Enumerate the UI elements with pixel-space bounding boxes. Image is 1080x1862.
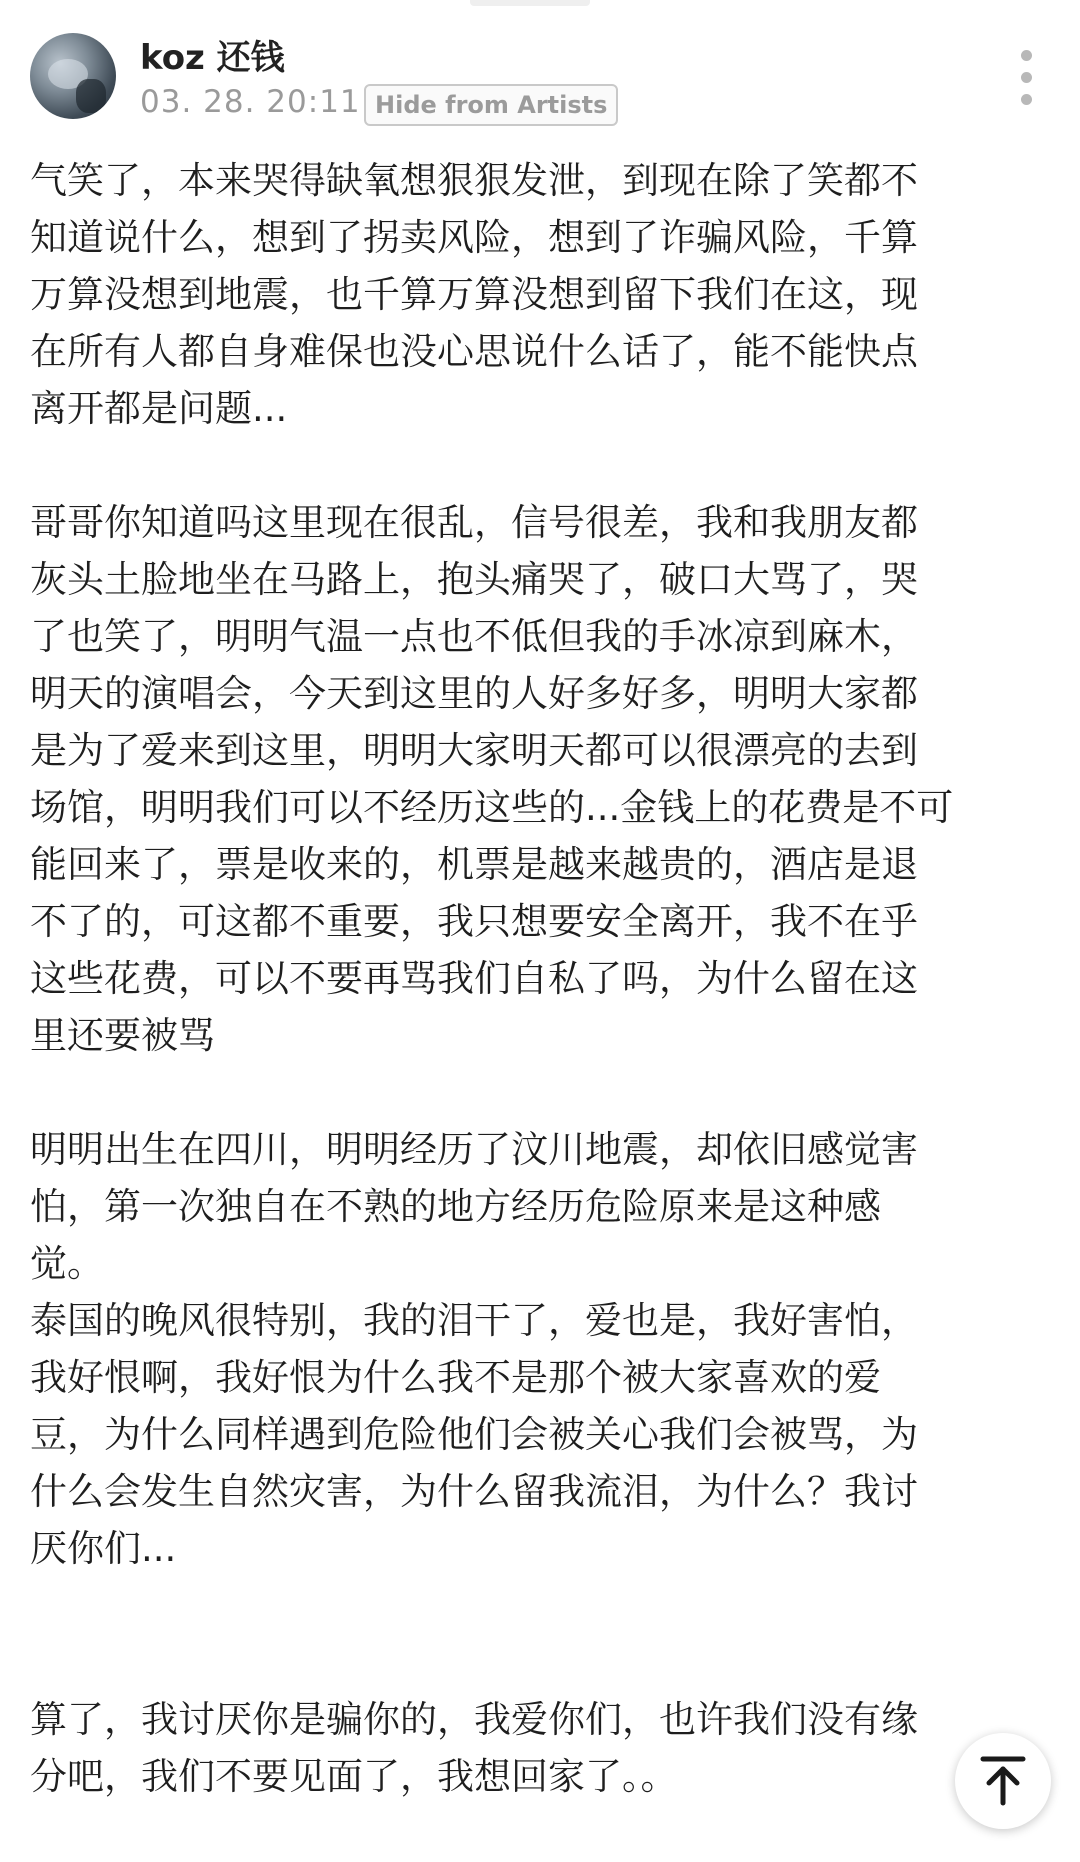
text-line: 万算没想到地震，也千算万算没想到留下我们在这，现	[30, 273, 918, 316]
avatar[interactable]	[30, 33, 116, 119]
more-vertical-icon[interactable]	[1012, 50, 1042, 106]
text-line: 了也笑了，明明气温一点也不低但我的手冰凉到麻木，	[30, 615, 918, 658]
text-line: 灰头土脸地坐在马路上，抱头痛哭了，破口大骂了，哭	[30, 558, 918, 601]
text-line: 知道说什么，想到了拐卖风险，想到了诈骗风险，千算	[30, 216, 918, 259]
text-line: 什么会发生自然灾害，为什么留我流泪，为什么？我讨	[30, 1470, 918, 1513]
post-timestamp: 03. 28. 20:11	[140, 84, 361, 120]
paragraph-gap	[30, 437, 1040, 494]
text-line: 里还要被骂	[30, 1014, 215, 1057]
paragraph-2	[30, 494, 1040, 1064]
scroll-to-top-button[interactable]	[955, 1733, 1051, 1829]
text-line: 觉。	[30, 1242, 104, 1285]
paragraph-gap	[30, 1064, 1040, 1121]
text-line: 我好恨啊，我好恨为什么我不是那个被大家喜欢的爱	[30, 1356, 881, 1399]
text-line: 明天的演唱会，今天到这里的人好多好多，明明大家都	[30, 672, 918, 715]
text-line: 明明出生在四川，明明经历了汶川地震，却依旧感觉害	[30, 1128, 918, 1171]
text-line: 能回来了，票是收来的，机票是越来越贵的，酒店是退	[30, 843, 918, 886]
text-line: 气笑了，本来哭得缺氧想狠狠发泄，到现在除了笑都不	[30, 159, 918, 202]
text-line: 泰国的晚风很特别，我的泪干了，爱也是，我好害怕，	[30, 1299, 918, 1342]
text-line: 在所有人都自身难保也没心思说什么话了，能不能快点	[30, 330, 918, 373]
text-line: 离开都是问题...	[30, 387, 288, 430]
text-line: 算了，我讨厌你是骗你的，我爱你们，也许我们没有缘	[30, 1698, 918, 1741]
more-dot	[1021, 72, 1032, 83]
text-line: 厌你们...	[30, 1527, 177, 1570]
text-line: 豆，为什么同样遇到危险他们会被关心我们会被骂，为	[30, 1413, 918, 1456]
text-line: 是为了爱来到这里，明明大家明天都可以很漂亮的去到	[30, 729, 918, 772]
post-body	[30, 152, 1040, 1805]
author-name[interactable]: koz 还钱	[140, 38, 285, 78]
paragraph-3	[30, 1121, 1040, 1577]
text-line: 怕，第一次独自在不熟的地方经历危险原来是这种感	[30, 1185, 881, 1228]
paragraph-gap	[30, 1577, 1040, 1691]
text-line: 不了的，可这都不重要，我只想要安全离开，我不在乎	[30, 900, 918, 943]
paragraph-4	[30, 1691, 1040, 1805]
hide-from-artists-button[interactable]: Hide from Artists	[364, 84, 618, 126]
more-dot	[1021, 94, 1032, 105]
text-line: 哥哥你知道吗这里现在很乱，信号很差，我和我朋友都	[30, 501, 918, 544]
avatar-shadow	[76, 79, 106, 113]
more-dot	[1021, 50, 1032, 61]
paragraph-1	[30, 152, 1040, 437]
text-line: 这些花费，可以不要再骂我们自私了吗，为什么留在这	[30, 957, 918, 1000]
text-line: 场馆，明明我们可以不经历这些的...金钱上的花费是不可	[30, 786, 954, 829]
post-header	[0, 0, 1080, 130]
text-line: 分吧，我们不要见面了，我想回家了。。	[30, 1755, 678, 1798]
arrow-up-icon	[979, 1755, 1027, 1807]
